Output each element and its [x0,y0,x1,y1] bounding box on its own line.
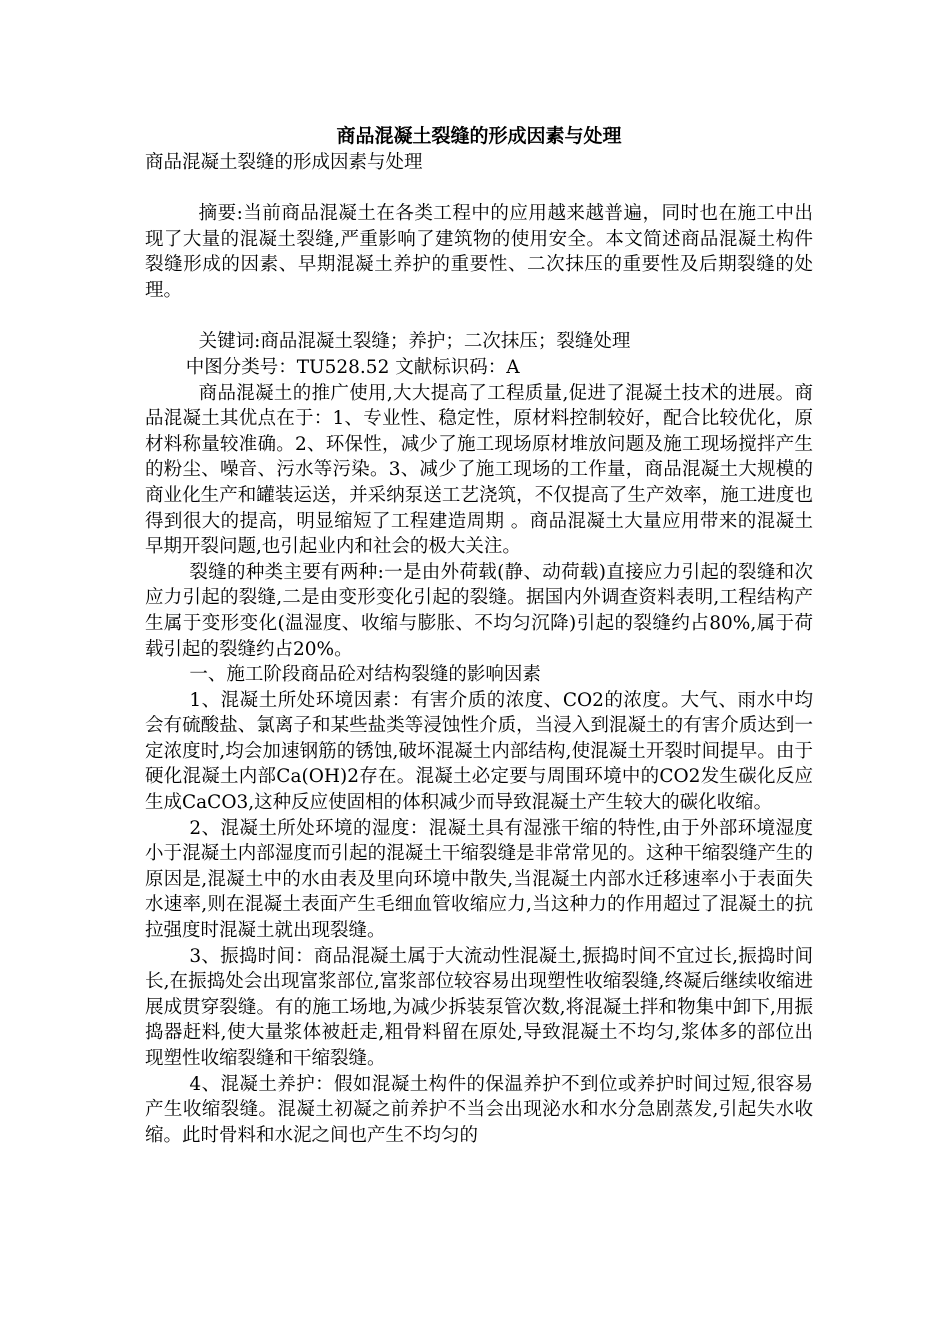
body-paragraph: 4、混凝土养护：假如混凝土构件的保温养护不到位或养护时间过短,很容易产生收缩裂缝。混凝土初凝之前养护不当会出现泌水和水分急剧蒸发,引起失水收缩。此时骨料和水泥之间也产生不均匀的 [145,1073,813,1146]
body-paragraph: 1、混凝土所处环境因素：有害介质的浓度、CO2的浓度。大气、雨水中均会有硫酸盐、氯离子和某些盐类等浸蚀性介质，当浸入到混凝土的有害介质达到一定浓度时,均会加速钢筋的锈蚀,破坏混凝土内部结构,使混凝土开裂时间提早。由于硬化混凝土内部Ca(OH)2存在。混凝土必定要与周围环境中的CO2发生碳化反应生成CaCO3,这种反应使固相的体积减少而导致混凝土产生较大的碳化收缩。 [145,689,813,814]
body-paragraph: 商品混凝土的推广使用,大大提高了工程质量,促进了混凝土技术的进展。商品混凝土其优点在于：1、专业性、稳定性，原材料控制较好，配合比较优化，原材料称量较准确。2、环保性，减少了施工现场原材堆放问题及施工现场搅拌产生的粉尘、噪音、污水等污染。3、减少了施工现场的工作量，商品混凝土大规模的商业化生产和罐装运送，并采纳泵送工艺浇筑，不仅提高了生产效率，施工进度也得到很大的提高，明显缩短了工程建造周期 。商品混凝土大量应用带来的混凝土早期开裂问题,也引起业内和社会的极大关注。 [145,382,813,558]
body-paragraph: 裂缝的种类主要有两种:一是由外荷载(静、动荷载)直接应力引起的裂缝和次应力引起的裂缝,二是由变形变化引起的裂缝。据国内外调查资料表明,工程结构产生属于变形变化(温湿度、收缩与膨胀、不均匀沉降)引起的裂缝约占80%,属于荷载引起的裂缝约占20%。 [145,561,813,660]
spacer [145,303,813,329]
body-paragraph: 3、振捣时间：商品混凝土属于大流动性混凝土,振捣时间不宜过长,振捣时间长,在振捣处会出现富浆部位,富浆部位较容易出现塑性收缩裂缝,终凝后继续收缩进展成贯穿裂缝。有的施工场地,为减少拆装泵管次数,将混凝土拌和物集中卸下,用振捣器赶料,使大量浆体被赶走,粗骨料留在原处,导致混凝土不均匀,浆体多的部位出现塑性收缩裂缝和干缩裂缝。 [145,945,813,1069]
abstract-paragraph: 摘要:当前商品混凝土在各类工程中的应用越来越普遍，同时也在施工中出现了大量的混凝土裂缝,严重影响了建筑物的使用安全。本文简述商品混凝土构件裂缝形成的因素、早期混凝土养护的重要性、二次抹压的重要性及后期裂缝的处理。 [145,203,813,301]
document-subtitle: 商品混凝土裂缝的形成因素与处理 [145,152,423,173]
document-body [145,122,813,1148]
section-heading: 一、施工阶段商品砼对结构裂缝的影响因素 [189,664,541,686]
keywords-line: 关键词:商品混凝土裂缝；养护；二次抹压；裂缝处理 [198,331,631,353]
classification-line: 中图分类号：TU528.52 文献标识码：A [185,356,520,378]
document-title: 商品混凝土裂缝的形成因素与处理 [336,125,622,147]
body-paragraph: 2、混凝土所处环境的湿度：混凝土具有湿涨干缩的特性,由于外部环境湿度小于混凝土内部湿度而引起的混凝土干缩裂缝是非常常见的。这种干缩裂缝产生的原因是,混凝土中的水由表及里向环境中散失,当混凝土内部水迁移速率小于表面失水速率,则在混凝土表面产生毛细血管收缩应力,当这种力的作用超过了混凝土的抗拉强度时混凝土就出现裂缝。 [145,817,813,942]
spacer [145,175,813,201]
